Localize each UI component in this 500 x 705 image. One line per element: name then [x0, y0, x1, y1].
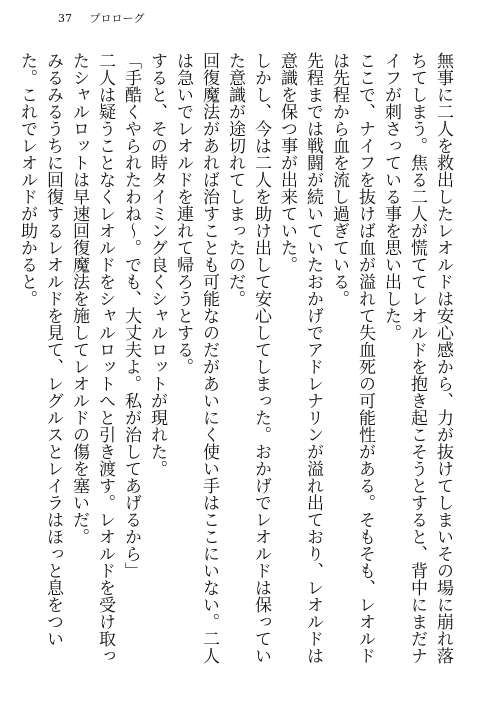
paragraph-9: みるみるうちに回復するレオルドを見て、レグルスとレイラはほっと息をついた。これでレオルドが助かると。 [17, 52, 63, 647]
paragraph-5: 回復魔法があれば治すことも可能なのだがあいにく使い手はここにいない。二人は急いでレオルドを連れて帰ろうとする。 [173, 52, 219, 664]
paragraph-3: 先程までは戦闘が続いていたおかげでアドレナリンが溢れ出ており、レオルドは意識を保つ事が出来ていた。 [277, 52, 323, 664]
page-number: 37 [58, 12, 72, 25]
paragraph-6: すると、その時タイミング良くシャルロットが現れた。 [147, 52, 167, 477]
paragraph-4: しかし、今は二人を助け出して安心してしまった。おかげでレオルドは保っていた意識が途切れてしまったのだ。 [225, 52, 271, 664]
paragraph-8: 二人は疑うことなくレオルドをシャルロットへと引き渡す。レオルドを受け取ったシャルロットは早速回復魔法を施してレオルドの傷を塞いだ。 [69, 52, 115, 664]
running-title: プロローグ [89, 12, 145, 25]
paragraph-2: ここで、ナイフを抜けば血が溢れて失血死の可能性がある。そもそも、レオルドは先程から血を流し過ぎている。 [329, 52, 375, 664]
vertical-body-text [14, 52, 456, 672]
paragraph-1: 無事に二人を救出したレオルドは安心感から、力が抜けてしまいその場に崩れ落ちてしまう。焦る二人が慌ててレオルドを抱き起こそうとすると、背中にまだナイフが刺さっている事を思い出した。 [381, 52, 453, 664]
page-header [58, 12, 145, 26]
paragraph-7: 「手酷くやられたわね〜。でも、大丈夫よ。私が治してあげるから」 [121, 52, 141, 579]
